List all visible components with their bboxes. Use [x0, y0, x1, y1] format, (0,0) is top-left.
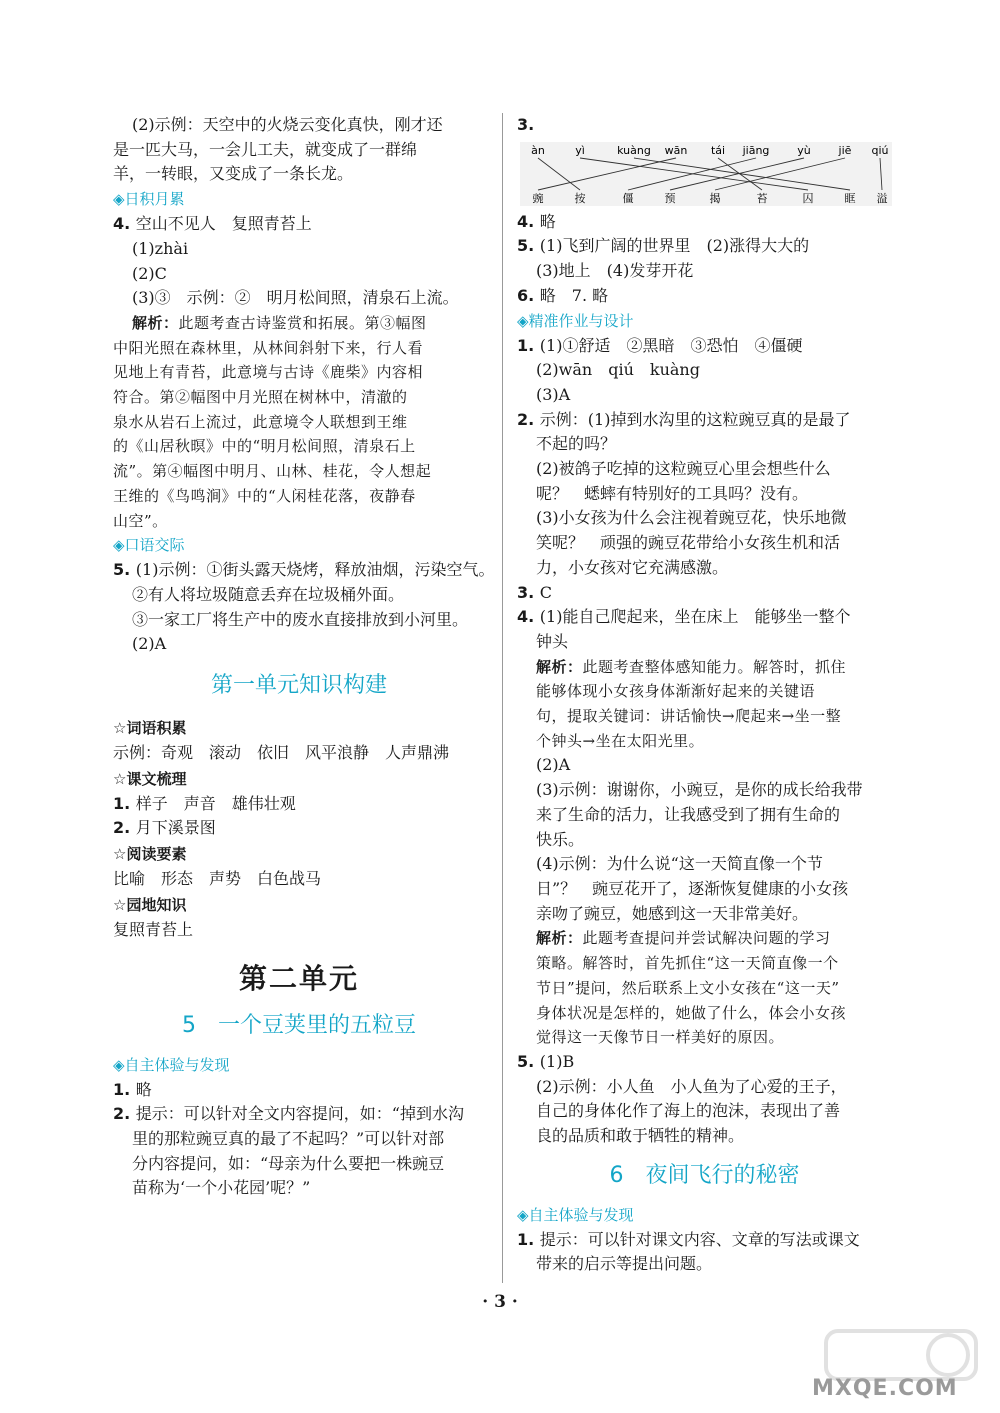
line-text: 里的那粒豌豆真的最了不起吗？”可以针对部: [132, 1128, 445, 1148]
line-text: 觉得这一天像节日一样美好的原因。: [536, 1028, 785, 1047]
text-line: [517, 506, 892, 531]
text-line: [113, 1102, 485, 1127]
text-line: [517, 951, 892, 976]
line-text: 日”？ 豌豆花开了，逐渐恢复健康的小女孩: [536, 878, 849, 898]
text-line: [113, 816, 485, 841]
text-line: [113, 484, 485, 509]
question-number: 4.: [517, 607, 540, 627]
text-line: [113, 741, 485, 766]
text-line: [113, 583, 485, 608]
text-line: [113, 632, 485, 657]
line-text: ◈自主体验与发现: [113, 1055, 230, 1074]
line-text: 空山不见人 复照青苔上: [135, 214, 312, 234]
text-line: [113, 237, 485, 262]
page-number: · 3 ·: [482, 1292, 518, 1312]
question-number: 6.: [517, 285, 540, 305]
text-line: [517, 753, 892, 778]
section-heading: [113, 892, 485, 918]
line-text: 月下溪景图: [135, 818, 216, 838]
text-line: [113, 1078, 485, 1103]
pinyin-label: qiú: [871, 143, 889, 157]
pinyin-label: jiē: [838, 143, 852, 157]
question-number: 2.: [517, 409, 540, 429]
unit1-summary: [113, 715, 485, 943]
text-line: [113, 792, 485, 817]
hanzi-label: 预: [664, 191, 676, 205]
pinyin-label: àn: [531, 143, 545, 157]
text-line: [113, 113, 485, 138]
line-text: 羊，一转眼，又变成了一条长龙。: [113, 164, 354, 184]
match-line: [718, 158, 762, 190]
line-text: ☆阅读要素: [113, 845, 187, 864]
text-line: [113, 162, 485, 187]
text-line: [517, 334, 892, 359]
line-text: 呢？ 蟋蟀有特别好的工具吗？没有。: [536, 483, 809, 503]
analysis-label: 解析：: [132, 313, 179, 332]
text-line: [517, 581, 892, 606]
line-text: (1)B: [539, 1051, 575, 1071]
line-text: ◈日积月累: [113, 190, 185, 209]
line-text: 略: [539, 211, 556, 231]
text-line: [113, 867, 485, 892]
line-text: 个钟头→坐在太阳光里。: [536, 731, 705, 750]
line-text: 中阳光照在森林里，从林间斜射下来，行人看: [113, 338, 424, 357]
pinyin-label: yì: [575, 143, 585, 157]
text-line: [517, 284, 892, 309]
line-text: 符合。第②幅图中月光照在树林中，清澈的: [113, 388, 408, 407]
line-text: 提示：可以针对课文内容、文章的写法或课文: [539, 1229, 860, 1249]
text-line: [113, 434, 485, 459]
lesson5-title: 5 一个豆荚里的五粒豆: [182, 1012, 416, 1038]
question-number: 5.: [113, 560, 136, 580]
line-text: (1)能自己爬起来，坐在床上 能够坐一整个: [539, 607, 851, 627]
right-answers: [517, 210, 892, 1149]
line-text: C: [539, 582, 553, 602]
section-heading: [113, 187, 485, 212]
section-heading: [517, 309, 892, 334]
left-answers: [113, 113, 495, 657]
text-line: [113, 1127, 485, 1152]
text-line: [517, 1099, 892, 1124]
text-line: [517, 976, 892, 1001]
text-line: [517, 877, 892, 902]
lesson6-title: 6 夜间飞行的秘密: [609, 1162, 800, 1188]
unit1-title: 第一单元知识构建: [210, 673, 387, 699]
line-text: (1)示例：①街头露天烧烤，释放油烟，污染空气。: [135, 560, 495, 580]
text-line: [113, 262, 485, 287]
line-text: 良的品质和敢于牺牲的精神。: [536, 1126, 745, 1146]
line-text: (3)地上 (4)发芽开花: [536, 261, 694, 281]
text-line: [517, 1124, 892, 1149]
text-line: [517, 1228, 892, 1253]
question-number: 1.: [113, 793, 136, 813]
pinyin-label: yù: [797, 143, 811, 157]
line-text: 此题考查提问并尝试解决问题的学习: [582, 929, 831, 948]
pinyin-label: wān: [664, 143, 688, 157]
line-text: 能够体现小女孩身体渐渐好起来的关键语: [536, 682, 816, 701]
text-line: [517, 1252, 892, 1277]
text-line: [113, 1152, 485, 1177]
line-text: 亲吻了豌豆，她感到这一天非常美好。: [536, 903, 809, 923]
text-line: [113, 558, 495, 583]
text-line: [113, 286, 485, 311]
line-text: 提示：可以针对全文内容提问，如：“掉到水沟: [135, 1104, 464, 1124]
text-line: [517, 482, 892, 507]
question-number: 2.: [113, 1104, 136, 1124]
line-text: 不起的吗？: [536, 434, 617, 454]
hanzi-label: 囚: [802, 191, 814, 205]
matching-lines: [520, 142, 892, 206]
question-number: 4.: [517, 211, 540, 231]
text-line: [517, 432, 892, 457]
text-line: [517, 902, 892, 927]
analysis-label: 解析：: [536, 657, 583, 676]
line-text: 此题考查古诗鉴赏和拓展。第③幅图: [178, 313, 427, 332]
text-line: [113, 918, 485, 943]
line-text: 笑呢？ 顽强的豌豆花带给小女孩生机和活: [536, 533, 841, 553]
line-text: 略 7. 略: [539, 285, 609, 305]
line-text: 示例：(1)掉到水沟里的这粒豌豆真的是最了: [539, 409, 851, 429]
line-text: ②有人将垃圾随意丢弃在垃圾桶外面。: [132, 584, 405, 604]
column-divider: [502, 113, 503, 1283]
section-heading: [113, 533, 485, 558]
watermark-text: MXQE.COM: [812, 1376, 958, 1401]
line-text: 钟头: [536, 631, 569, 651]
unit2-heading: 第二单元: [238, 961, 359, 995]
hanzi-label: 溢: [876, 191, 888, 205]
pinyin-label: tái: [710, 143, 726, 157]
text-line: [517, 1050, 892, 1075]
text-line: [517, 778, 892, 803]
line-text: 句，提取关键词：讲话愉快→爬起来→坐一整: [536, 707, 842, 726]
line-text: (1)zhài: [132, 238, 189, 258]
text-line: [517, 852, 892, 877]
line-text: 王维的《鸟鸣涧》中的“人闲桂花落，夜静春: [113, 486, 416, 505]
line-text: 是一匹大马，一会儿工夫，就变成了一群绵: [113, 139, 418, 159]
line-text: 的《山居秋暝》中的“明月松间照，清泉石上: [113, 437, 416, 456]
line-text: 身体状况是怎样的，她做了什么，体会小女孩: [536, 1003, 847, 1022]
text-line: [113, 509, 485, 534]
text-line: [517, 259, 892, 284]
text-line: [113, 138, 485, 163]
line-text: (2)被鸽子吃掉的这粒豌豆心里会想些什么: [536, 459, 831, 479]
match-line: [715, 158, 845, 190]
line-text: 快乐。: [536, 829, 585, 849]
line-text: (3)③ 示例：② 明月松间照，清泉石上流。: [132, 288, 459, 308]
text-line: [517, 531, 892, 556]
pinyin-label: kuàng: [617, 143, 651, 157]
line-text: (2)wān qiú kuàng: [536, 360, 700, 380]
line-text: ☆课文梳理: [113, 769, 187, 788]
hanzi-label: 僵: [622, 191, 634, 205]
text-line: [517, 605, 892, 630]
line-text: (3)小女孩为什么会注视着豌豆花，快乐地微: [536, 508, 847, 528]
lesson6-answers: [517, 1203, 892, 1277]
line-text: ◈口语交际: [113, 536, 185, 555]
text-line: [517, 926, 892, 951]
line-text: 山空”。: [113, 511, 168, 530]
text-line: [113, 212, 485, 237]
text-line: [517, 383, 892, 408]
match-line: [634, 158, 850, 190]
text-line: [517, 828, 892, 853]
section-heading: [113, 766, 485, 792]
line-text: 泉水从岩石上流过，此意境令人联想到王维: [113, 412, 408, 431]
line-text: ☆园地知识: [113, 895, 187, 914]
pinyin-label: jiāng: [742, 143, 770, 157]
line-text: ◈自主体验与发现: [517, 1205, 634, 1224]
hanzi-label: 按: [574, 191, 586, 205]
line-text: (2)A: [132, 634, 167, 654]
hanzi-label: 揭: [709, 191, 721, 205]
question-number: 2.: [113, 818, 136, 838]
text-line: [517, 1001, 892, 1026]
text-line: [517, 457, 892, 482]
question-number: 3.: [517, 582, 540, 602]
question-number: 1.: [517, 1229, 540, 1249]
analysis-label: 解析：: [536, 929, 583, 948]
line-text: ☆词语积累: [113, 719, 187, 738]
text-line: [113, 311, 485, 336]
line-text: 样子 声音 雄伟壮观: [135, 793, 296, 813]
line-text: 策略。解答时，首先抓住“这一天简直像一个: [536, 954, 839, 973]
question-number: 4.: [113, 214, 136, 234]
text-line: [517, 630, 892, 655]
pinyin-matching-figure: [520, 142, 892, 206]
line-text: 苗称为‘一个小花园’呢？”: [132, 1178, 311, 1198]
line-text: 来了生命的活力，让我感受到了拥有生命的: [536, 804, 841, 824]
text-line: [113, 608, 485, 633]
text-line: [517, 358, 892, 383]
left-column: [113, 113, 495, 1201]
section-heading: [113, 1053, 485, 1078]
text-line: [113, 336, 485, 361]
text-line: [517, 655, 892, 680]
hanzi-label: 苔: [756, 191, 768, 205]
question-number: 5.: [517, 236, 540, 256]
text-line: [517, 408, 892, 433]
text-line: [517, 679, 892, 704]
line-text: 带来的启示等提出问题。: [536, 1254, 713, 1274]
line-text: (1)①舒适 ②黑暗 ③恐怕 ④僵硬: [539, 335, 803, 355]
line-text: (2)示例：天空中的火烧云变化真快，刚才还: [132, 115, 443, 134]
text-line: [517, 1075, 892, 1100]
text-line: [113, 410, 485, 435]
text-line: [517, 803, 892, 828]
question-number: 1.: [113, 1079, 136, 1099]
line-text: 力，小女孩对它充满感激。: [536, 557, 729, 577]
text-line: [113, 385, 485, 410]
line-text: (2)A: [536, 755, 571, 775]
line-text: 略: [135, 1079, 152, 1099]
text-line: [517, 1025, 892, 1050]
line-text: 复照青苔上: [113, 919, 194, 939]
section-heading: [113, 841, 485, 867]
lesson5-answers: [113, 1053, 485, 1202]
text-line: [113, 360, 485, 385]
text-line: [517, 704, 892, 729]
section-heading: [113, 715, 485, 741]
question-number: 1.: [517, 335, 540, 355]
text-line: [517, 234, 892, 259]
line-text: 示例：奇观 滚动 依旧 风平浪静 人声鼎沸: [113, 743, 450, 763]
line-text: 见地上有青苔，此意境与古诗《鹿柴》内容相: [113, 363, 424, 382]
text-line: [113, 459, 485, 484]
line-text: 分内容提问，如：“母亲为什么要把一株豌豆: [132, 1153, 445, 1173]
hanzi-label: 眶: [844, 191, 856, 205]
text-line: [517, 729, 892, 754]
line-text: (3)A: [536, 384, 571, 404]
line-text: ◈精准作业与设计: [517, 311, 634, 330]
match-line: [880, 158, 882, 190]
line-text: 此题考查整体感知能力。解答时，抓住: [582, 657, 847, 676]
line-text: 自己的身体化作了海上的泡沫，表现出了善: [536, 1101, 841, 1121]
line-text: 节日”提问，然后联系上文小女孩在“这一天”: [536, 978, 840, 997]
line-text: (4)示例：为什么说“这一天简直像一个节: [536, 854, 823, 874]
line-text: (2)C: [132, 263, 167, 283]
line-text: (1)飞到广阔的世界里 (2)涨得大大的: [539, 236, 810, 256]
section-heading: [517, 1203, 892, 1228]
match-line: [580, 158, 808, 190]
line-text: (3)示例：谢谢你，小豌豆，是你的成长给我带: [536, 780, 863, 800]
text-line: [517, 210, 892, 235]
line-text: ③一家工厂将生产中的废水直接排放到小河里。: [132, 609, 469, 629]
text-line: [113, 1176, 485, 1201]
right-column: [517, 113, 892, 1277]
line-text: 流”。第④幅图中明月、山林、桂花，令人想起: [113, 462, 432, 481]
hanzi-label: 豌: [532, 191, 544, 205]
question-number: 5.: [517, 1051, 540, 1071]
line-text: (2)示例：小人鱼 小人鱼为了心爱的王子，: [536, 1076, 847, 1096]
line-text: 比喻 形态 声势 白色战马: [113, 869, 322, 889]
q3-label: 3.: [517, 115, 535, 134]
text-line: [517, 556, 892, 581]
